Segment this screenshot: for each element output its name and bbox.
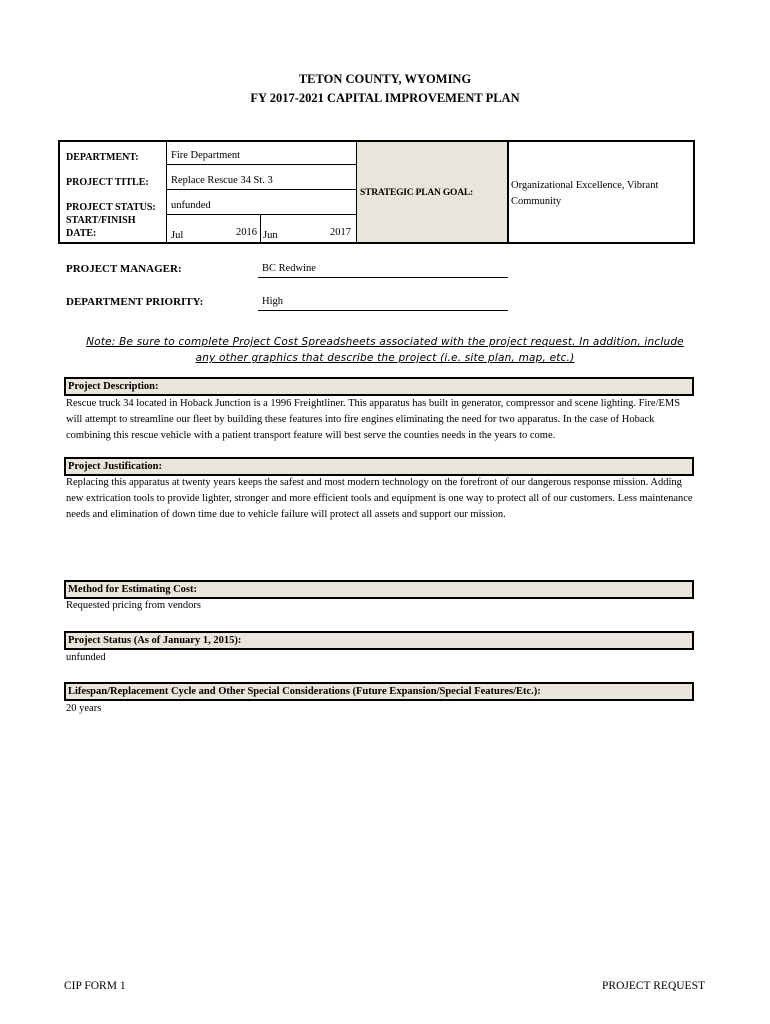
justification-text: Replacing this apparatus at twenty years keeps the safest and most modern technology on the forefront of our dangerous response mission. Adding new extrication tools to provide lighter, stronger and more efficient tools and equipment is one way to protect all of our customers. Less maintenance needs and elimination of down time due to vehicle failure will protect all assets and support our mission. [66,477,693,520]
project-status-label: PROJECT STATUS: [66,202,156,213]
row-divider [167,189,356,190]
lifespan-heading: Lifespan/Replacement Cycle and Other Special Considerations (Future Expansion/Special Features/Etc.): [64,682,694,701]
department-priority-label: DEPARTMENT PRIORITY: [66,296,204,308]
project-title-label: PROJECT TITLE: [66,177,149,188]
start-month: Jul [171,230,184,241]
status-text: unfunded [66,652,106,663]
note-line-2: any other graphics that describe the project (i.e. site plan, map, etc.) [195,352,575,364]
description-text: Rescue truck 34 located in Hoback Junction is a 1996 Freightliner. This apparatus has built in generator, compressor and scene lighting. Fire/EMS will attempt to streamline our fleet by building these features into fire engines eliminating the need for two apparatus. In the case of Hoback combining this rescue vehicle with a patient transport feature will best serve the counties needs in the years to come. [66,398,681,441]
project-manager-value: BC Redwine [262,263,316,274]
finish-month: Jun [263,230,278,241]
strategic-goal-cell [356,142,509,242]
document-title [0,70,770,108]
department-label: DEPARTMENT: [66,152,139,163]
department-priority-rule [258,310,508,311]
title-line-1: TETON COUNTY, WYOMING [298,72,472,86]
department-value: Fire Department [171,150,241,161]
start-year: 2016 [236,227,257,238]
method-heading: Method for Estimating Cost: [64,580,694,599]
footer-form-type: PROJECT REQUEST [602,980,705,992]
date-label: DATE: [66,228,97,239]
date-divider [260,214,261,242]
justification-heading: Project Justification: [64,457,694,476]
strategic-goal-value: Organizational Excellence, Vibrant Community [511,180,659,207]
status-heading: Project Status (As of January 1, 2015): [64,631,694,650]
method-text: Requested pricing from vendors [66,600,202,611]
title-line-2: FY 2017-2021 CAPITAL IMPROVEMENT PLAN [250,91,520,105]
project-title-value: Replace Rescue 34 St. 3 [171,175,273,186]
project-manager-label: PROJECT MANAGER: [66,263,182,275]
row-divider [167,214,356,215]
instruction-note [60,334,710,366]
project-manager-rule [258,277,508,278]
description-heading: Project Description: [64,377,694,396]
project-info-box [58,140,695,244]
footer-form-id: CIP FORM 1 [64,980,126,992]
label-divider [166,142,167,242]
row-divider [167,164,356,165]
note-line-1: Note: Be sure to complete Project Cost Spreadsheets associated with the project request. In addition, include [86,336,684,348]
project-status-value: unfunded [171,200,211,211]
strategic-goal-label: STRATEGIC PLAN GOAL: [360,188,474,198]
department-priority-value: High [262,296,283,307]
finish-year: 2017 [330,227,351,238]
lifespan-text: 20 years [66,703,102,714]
start-finish-label: START/FINISH [66,215,136,226]
